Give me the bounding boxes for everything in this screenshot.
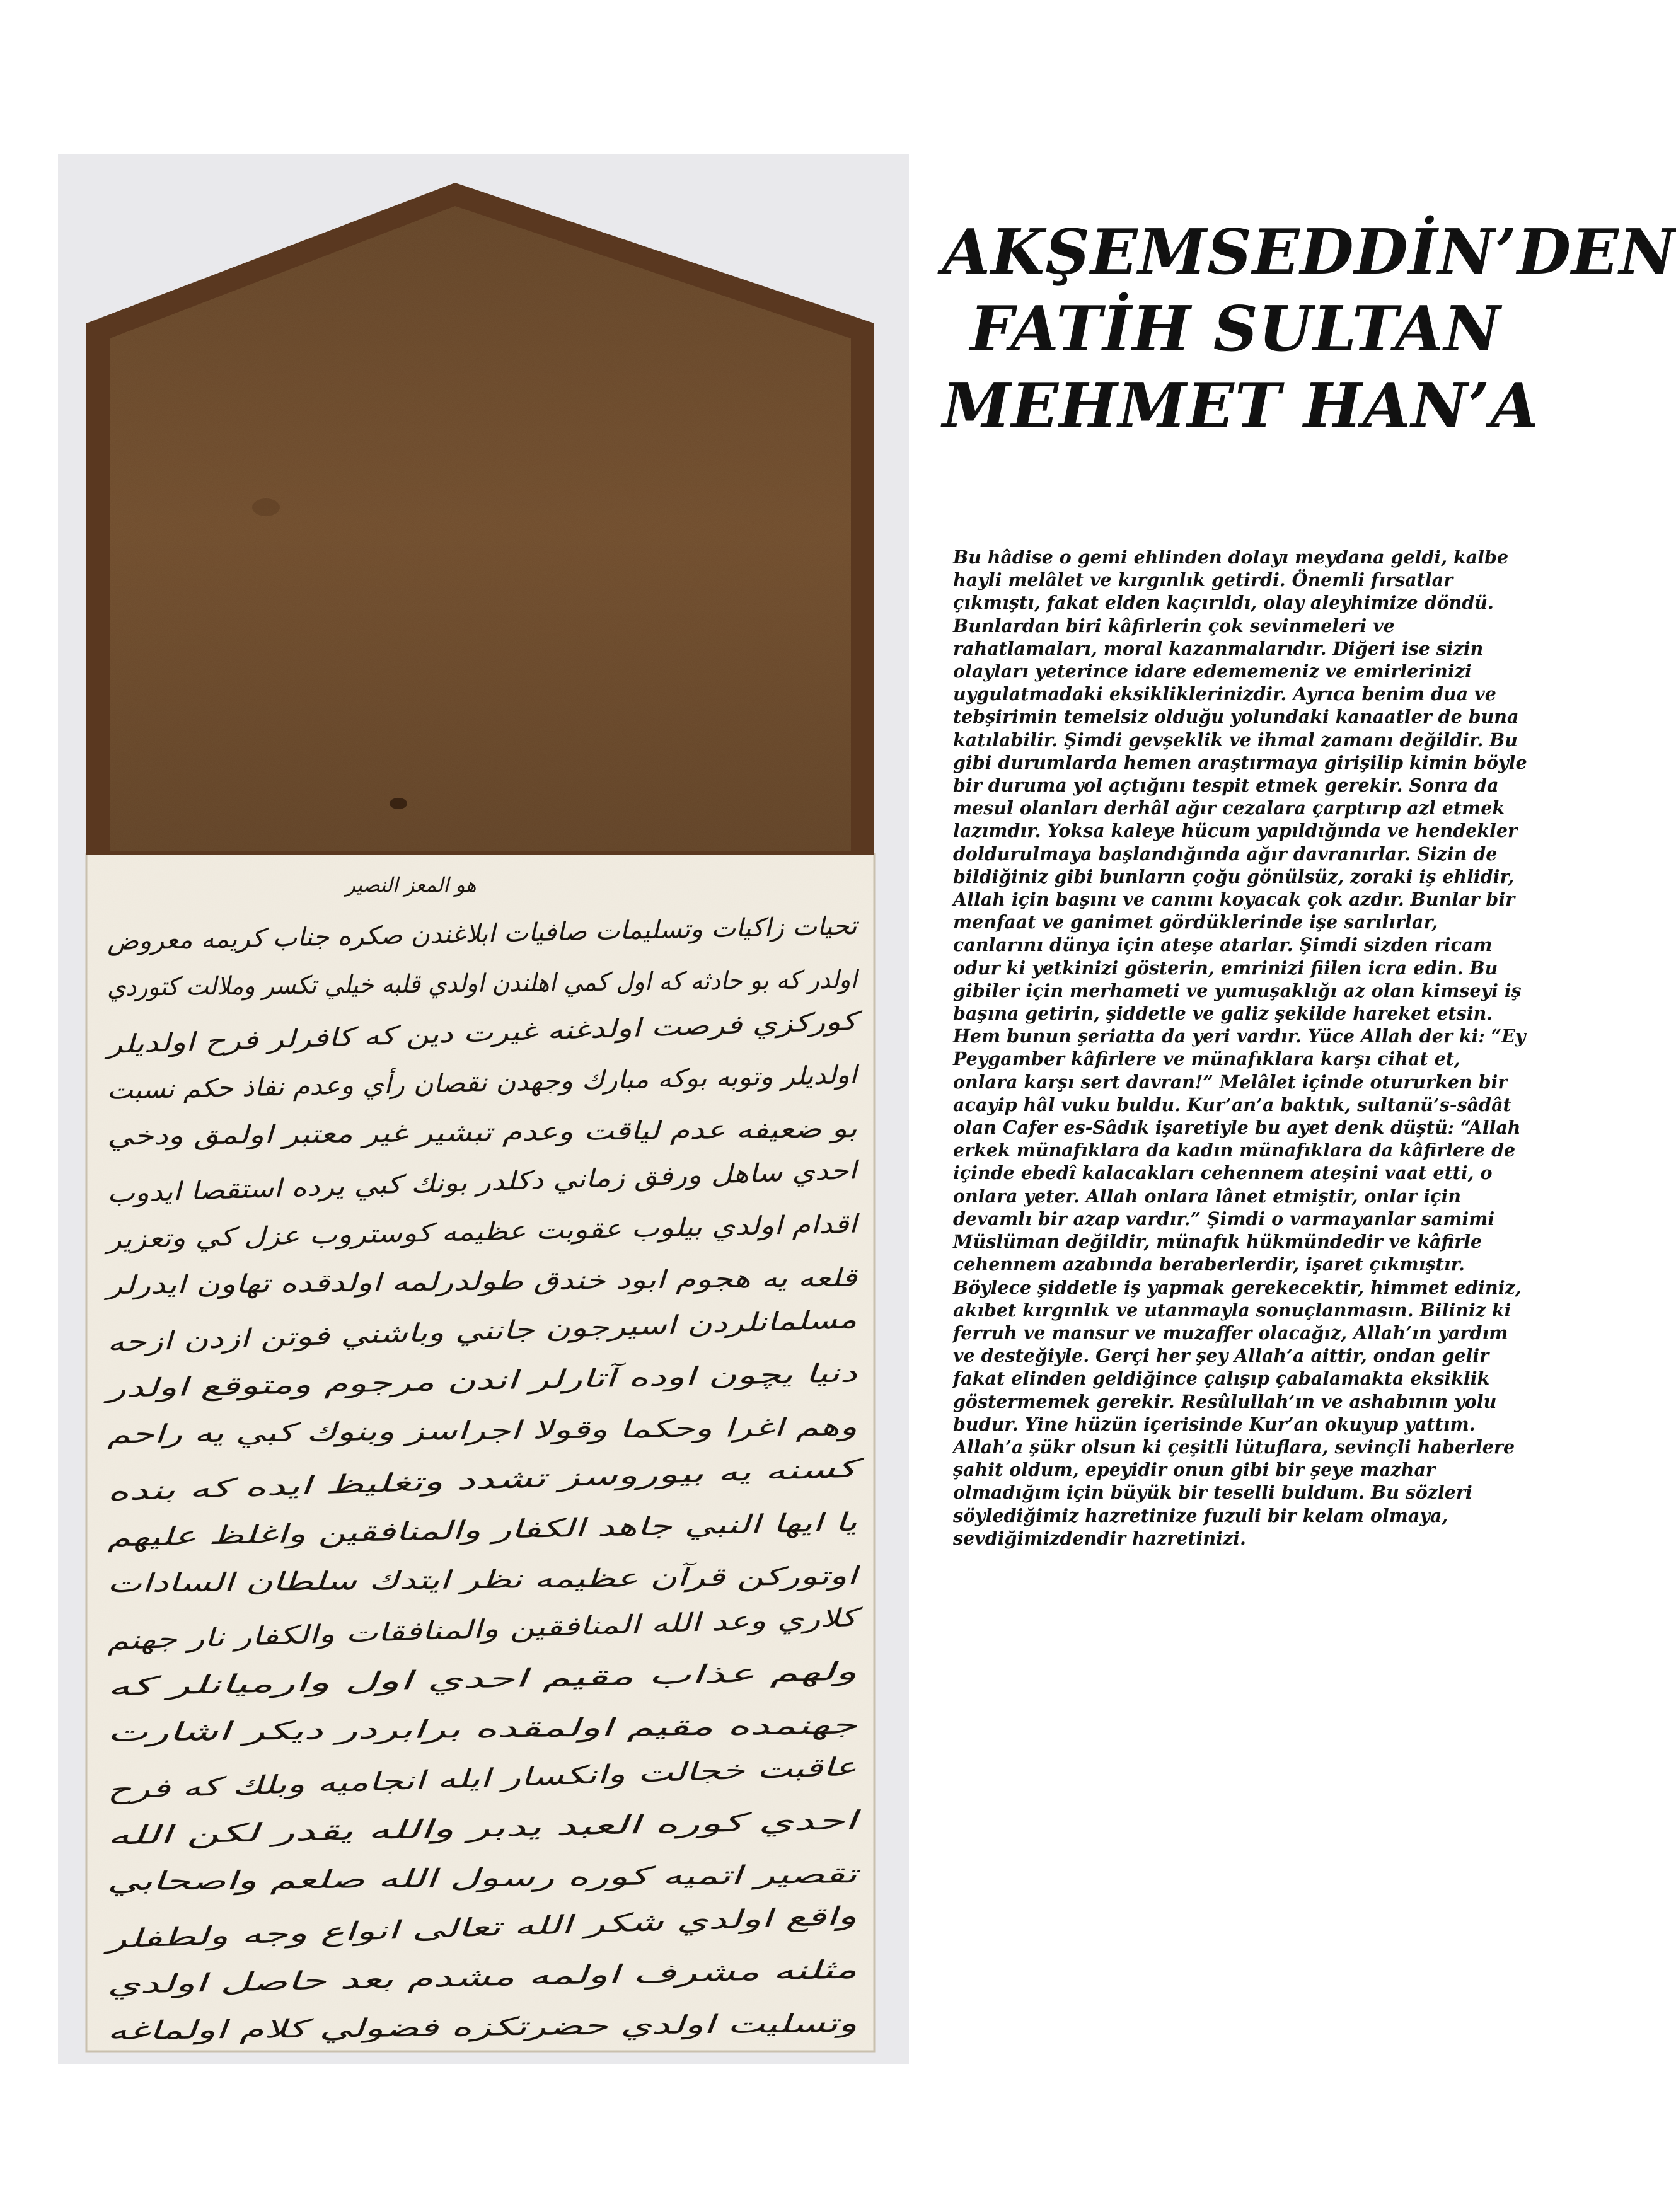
manuscript-line: اولدر كه بو حادثه كه اول كمي اهلندن اولدي قلبه خيلي تكسر وملالت كتوردي (107, 964, 903, 1002)
manuscript-line: تحيات زاكيات وتسليمات صافيات ابلاغندن صكره جناب كريمه معروض (107, 912, 830, 957)
manuscript-line: كسنه يه بيوروسز تشدد وتغليظ ايده كه بنده (107, 1463, 559, 1507)
title-line-1: AKŞEMSEDDİN’DEN (942, 216, 1676, 289)
manuscript-line: وهم اغرا وحكما وقولا اجراسز وبنوك كبي يه راحم (107, 1415, 622, 1449)
manuscript-line: قلعه يه هجوم ابود خندق طولدرلمه اولدقده تهاون ايدرلر (107, 1265, 690, 1301)
manuscript-line: تقصير اتميه كوره رسول الله صلعم واصحابي (107, 1862, 572, 1897)
title-line-3: MEHMET HAN’A (942, 370, 1539, 442)
manuscript-line: بو ضعيفه عدم لياقت وعدم تبشير غير معتبر اولمق ودخي (107, 1115, 698, 1151)
manuscript-line: كوركزي فرصت اولدغنه غيرت دين كه كافرلر فرح اولديلر (107, 1011, 702, 1059)
manuscript-line: احدي كوره العبد يدبر والله يقدر لكن الله (107, 1812, 530, 1851)
manuscript-line: واقع اولدي شكر الله تعالى انواع وجه ولطفلر (107, 1910, 575, 1954)
manuscript-line: جهنمده مقيم اولمقده برابردر ديكر اشارت (107, 1714, 545, 1748)
title-line-2: FATİH SULTAN (969, 293, 1501, 366)
manuscript-line: كلاري وعد الله المنافقين والمنافقات والكفار نار جهنم (107, 1609, 661, 1656)
manuscript-line: احدي ساهل ورفق زماني دكلدر بونك كبي يرده استقصا ايدوب (107, 1159, 748, 1209)
letter-translation-text: Bu hâdise o gemi ehlinden dolayı meydana geldi, kalbe hayli melâlet ve kırgınlık getirdi. Önemli fırsatlar çıkmıştı, fakat elden kaçırıldı, olay aleyhimize döndü. Bunlardan biri kâfirlerin çok sevinmeleri ve rahatlamaları, moral kazanmalarıdır. Diğeri ise sizin olayları yeterince idare edememeniz ve emirlerinizi uygulatmadaki eksikliklerinizdir. Ayrıca benim dua ve tebşirimin temelsiz olduğu yolundaki kanaatler de buna katılabilir. Şimdi gevşeklik ve ihmal zamanı değildir. Bu gibi durumlarda hemen araştırmaya girişilip kimin böyle bir duruma yol açtığını tespit etmek gerekir. Sonra da mesul olanları derhâl ağır cezalara çarptırıp azl etmek lazımdır. Yoksa kaleye hücum yapıldığında ve hendekler doldurulmaya başlandığında ağır davranırlar. Sizin de bildiğiniz gibi bunların çoğu gönülsüz, zoraki iş ehlidir, Allah için başını ve canını koyacak çok azdır. Bunlar bir menfaat ve ganimet gördüklerinde işe sarılırlar, canlarını dünya için ateşe atarlar. Şimdi sizden ricam odur ki yetkinizi gösterin, emrinizi fiilen icra edin. Bu gibiler için merhameti ve yumuşaklığı az olan kimseyi iş başına getirin, şiddetle ve galiz şekilde hareket etsin. Hem bunun şeriatta da yeri vardır. Yüce Allah der ki: “Ey Peygamber kâfirlere ve münafıklara karşı cihat et, onlara karşı sert davran!” Melâlet içinde otururken bir acayip hâl vuku buldu. Kur’an’a baktık, sultanü’s-sâdât olan Cafer es-Sâdık işaretiyle bu ayet denk düştü: “Allah erkek münafıklara da kadın münafıklara da kâfirlere de içinde ebedî kalacakları cehennem ateşini vaat etti, o onlara yeter. Allah onlara lânet etmiştir, onlar için devamlı bir azap vardır.” Şimdi o varmayanlar samimi Müslüman değildir, münafık hükmündedir ve kâfirle cehennem azabında beraberlerdir, işaret çıkmıştır. Böylece şiddetle iş yapmak gerekecektir, himmet ediniz, akıbet kırgınlık ve utanmayla sonuçlanmasın. Biliniz ki ferruh ve mansur ve muzaffer olacağız, Allah’ın yardım ve desteğiyle. Gerçi her şey Allah’a aittir, ondan gelir fakat elinden geldiğince çalışıp çabalamakta eksiklik göstermemek gerekir. Resûlullah’ın ve ashabının yolu budur. Yine hüzün içerisinde Kur’an okuyup yattım. Allah’a şükr olsun ki çeşitli lütuflara, sevinçli haberlere şahit oldum, epeyidir onun gibi bir şeye mazhar olmadığım için büyük bir teselli buldum. Bu sözleri söylediğimiz hazretinize fuzuli bir kelam olmaya, sevdiğimizdendir hazretinizi. (953, 546, 1527, 1549)
manuscript-line: مثلنه مشرف اولمه مشدم بعد حاصل اولدي (107, 1961, 558, 2000)
manuscript-line: اولديلر وتوبه بوكه مبارك وجهدن نقصان رأي وعدم نفاذ حكم نسبت (107, 1061, 798, 1105)
manuscript-line: وتسليت اولدي حضرتكزه فضولي كلام اولماغه (107, 2012, 584, 2046)
page-title (942, 214, 1676, 445)
manuscript-image (58, 154, 909, 2064)
manuscript-heading: هو المعز النصير (345, 873, 477, 897)
manuscript-line: مسلمانلردن اسيرجون جانني وباشني فوتن ازدن ازحه (107, 1311, 662, 1358)
manuscript-line: ولهم عذاب مقيم احدي اول وارميانلر كه (107, 1664, 522, 1702)
manuscript-line: دنيا يچون اوده آتارلر اندن مرجوم ومتوقع اولدر (107, 1364, 592, 1403)
manuscript-letter-illustration (58, 154, 909, 2064)
manuscript-line: اوتوركن قرآن عظيمه نظر ايتدك سلطان السادات (107, 1564, 621, 1599)
manuscript-line: يا ايها النبي جاهد الكفار والمنافقين واغلظ عليهم (107, 1513, 606, 1553)
manuscript-line: عاقبت خجالت وانكسار ايله انجاميه وبلك كه فرح (107, 1760, 610, 1805)
leather-envelope-flap (86, 183, 874, 855)
manuscript-line: اقدام اولدي بيلوب عقوبت عظيمه كوستروب عزل كي وتعزير (107, 1212, 740, 1255)
